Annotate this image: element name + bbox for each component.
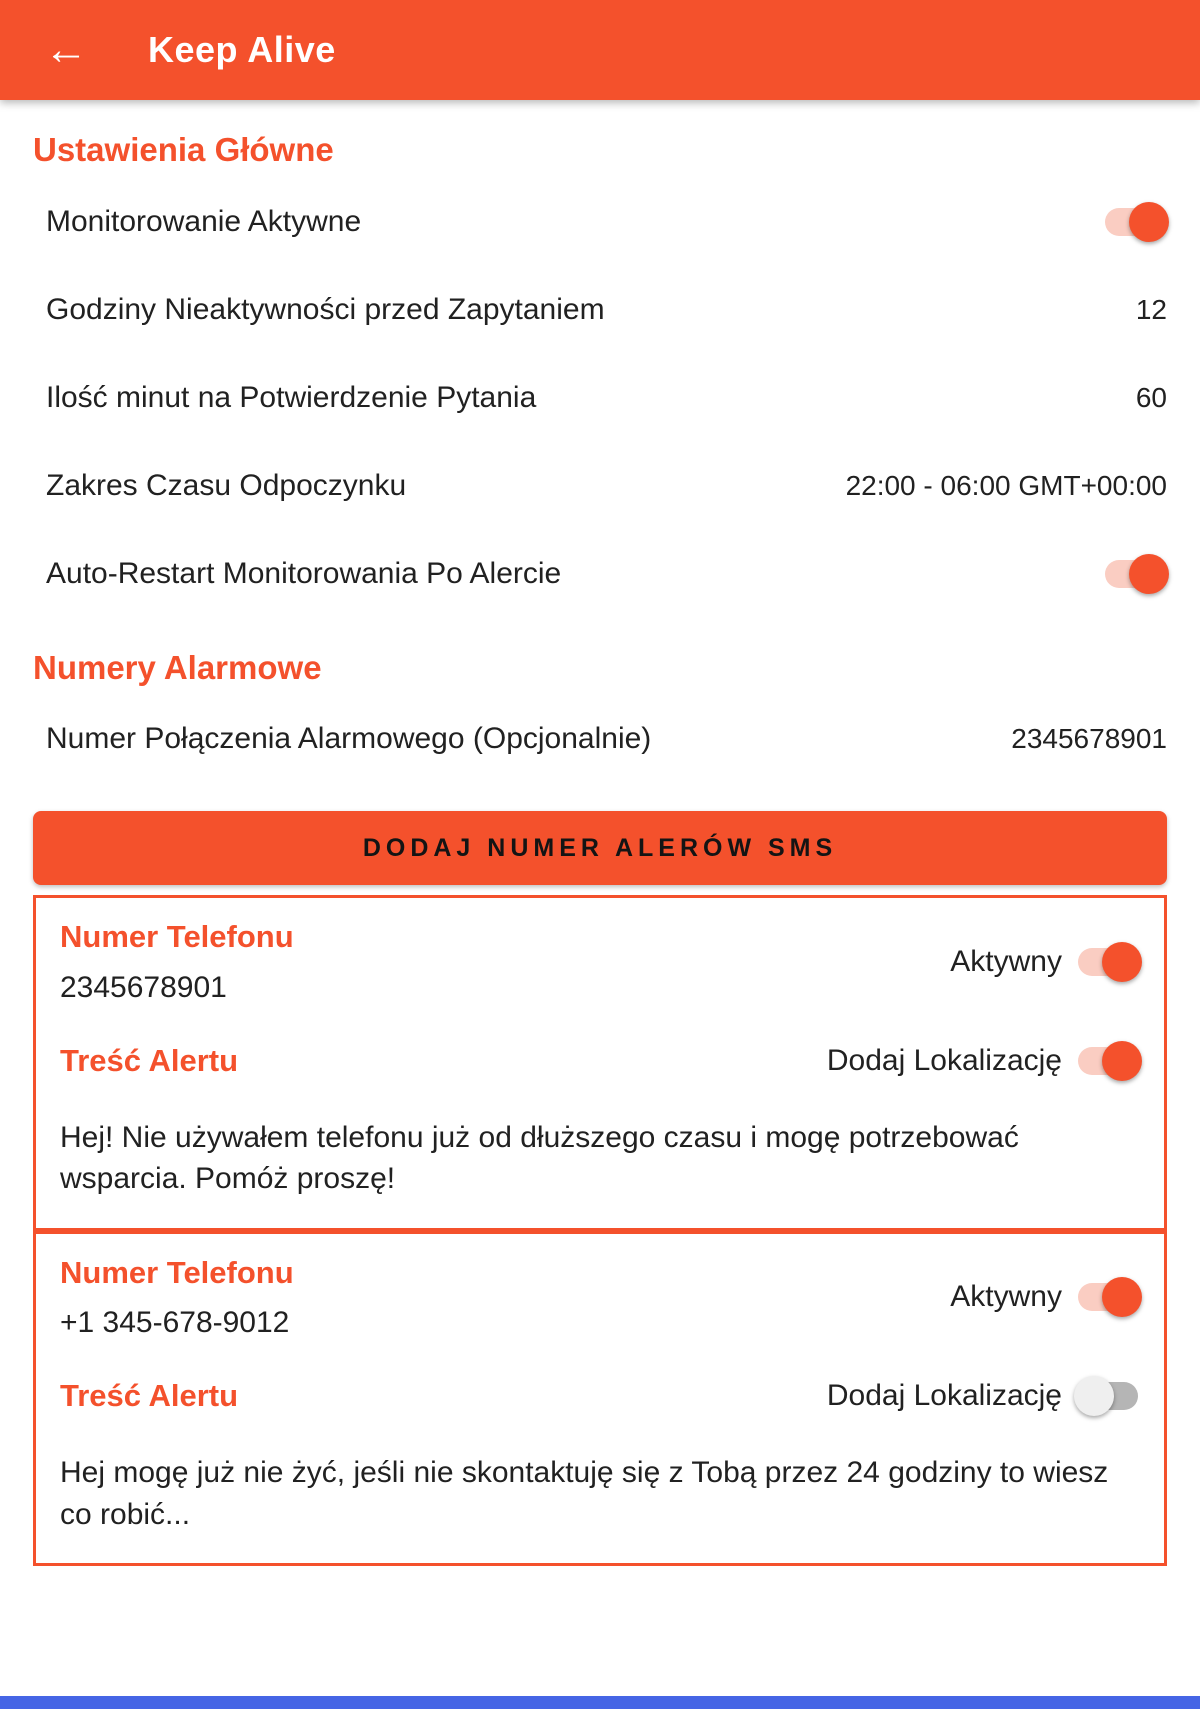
- active-toggle-group: [950, 1275, 1140, 1319]
- alert-message-text[interactable]: Hej! Nie używałem telefonu już od dłuższego czasu i mogę potrzebować wsparcia. Pomóż proszę!: [60, 1120, 1019, 1196]
- phone-number-heading: Numer Telefonu: [60, 919, 294, 955]
- toggle-thumb: [1129, 554, 1169, 594]
- setting-label: Zakres Czasu Odpoczynku: [46, 468, 407, 502]
- section-title-main-settings: Ustawienia Główne: [33, 131, 334, 168]
- phone-block: [60, 1254, 294, 1341]
- toggle-thumb: [1102, 1041, 1142, 1081]
- back-arrow-icon[interactable]: ←: [44, 25, 88, 74]
- section-title-alarm-numbers: Numery Alarmowe: [33, 648, 322, 686]
- add-location-label: Dodaj Lokalizację: [826, 1043, 1062, 1077]
- phone-block: [60, 918, 294, 1005]
- active-toggle[interactable]: [1076, 1275, 1140, 1319]
- add-location-toggle[interactable]: [1076, 1039, 1140, 1083]
- active-toggle[interactable]: [1076, 940, 1140, 984]
- setting-value: 60: [1135, 381, 1167, 413]
- setting-label: Monitorowanie Aktywne: [46, 204, 362, 238]
- content: [0, 130, 1200, 1566]
- location-toggle-group: [827, 1039, 1140, 1083]
- setting-label: Ilość minut na Potwierdzenie Pytania: [46, 380, 537, 414]
- app-bar: [0, 0, 1200, 100]
- bottom-accent-bar: [0, 1696, 1200, 1709]
- setting-value: 22:00 - 06:00 GMT+00:00: [845, 469, 1167, 501]
- toggle-thumb: [1074, 1376, 1114, 1416]
- phone-number-heading: Numer Telefonu: [60, 1254, 294, 1290]
- setting-label: Numer Połączenia Alarmowego (Opcjonalnie): [46, 722, 652, 756]
- auto-restart-toggle[interactable]: [1103, 552, 1167, 596]
- setting-label: Auto-Restart Monitorowania Po Alercie: [46, 556, 562, 590]
- card-header-row: [60, 1254, 1140, 1341]
- phone-number-value[interactable]: +1 345-678-9012: [60, 1306, 290, 1340]
- card-header-row: [60, 918, 1140, 1005]
- setting-row-auto-restart[interactable]: [33, 530, 1167, 618]
- setting-value: 2345678901: [1011, 723, 1167, 755]
- toggle-thumb: [1102, 942, 1142, 982]
- alarm-numbers-rows: [33, 695, 1167, 783]
- alert-content-heading: Treść Alertu: [60, 1042, 239, 1078]
- active-label: Aktywny: [950, 944, 1062, 978]
- setting-row-alarm-call-number[interactable]: [33, 695, 1167, 783]
- alert-header-row: [60, 1039, 1140, 1083]
- setting-row-monitoring-active[interactable]: [33, 178, 1167, 266]
- add-location-toggle[interactable]: [1076, 1374, 1140, 1418]
- active-toggle-group: [950, 940, 1140, 984]
- setting-label: Godziny Nieaktywności przed Zapytaniem: [46, 292, 605, 326]
- alert-message-text[interactable]: Hej mogę już nie żyć, jeśli nie skontaktuję się z Tobą przez 24 godziny to wiesz co robić...: [60, 1456, 1109, 1531]
- setting-row-inactivity-hours[interactable]: [33, 266, 1167, 354]
- active-label: Aktywny: [950, 1280, 1062, 1314]
- add-location-label: Dodaj Lokalizację: [826, 1379, 1062, 1413]
- main-settings-rows: [33, 178, 1167, 618]
- sms-number-card: [33, 895, 1167, 1231]
- add-sms-number-button[interactable]: DODAJ NUMER ALERÓW SMS: [33, 811, 1167, 885]
- sms-number-card: [33, 1231, 1167, 1567]
- monitoring-active-toggle[interactable]: [1103, 200, 1167, 244]
- setting-row-confirm-minutes[interactable]: [33, 354, 1167, 442]
- page-title: Keep Alive: [148, 29, 336, 70]
- alert-content-heading: Treść Alertu: [60, 1378, 239, 1414]
- setting-row-rest-time-range[interactable]: [33, 442, 1167, 530]
- toggle-thumb: [1129, 202, 1169, 242]
- phone-number-value[interactable]: 2345678901: [60, 970, 227, 1004]
- alert-header-row: [60, 1374, 1140, 1418]
- location-toggle-group: [827, 1374, 1140, 1418]
- setting-value: 12: [1135, 293, 1167, 325]
- toggle-thumb: [1102, 1277, 1142, 1317]
